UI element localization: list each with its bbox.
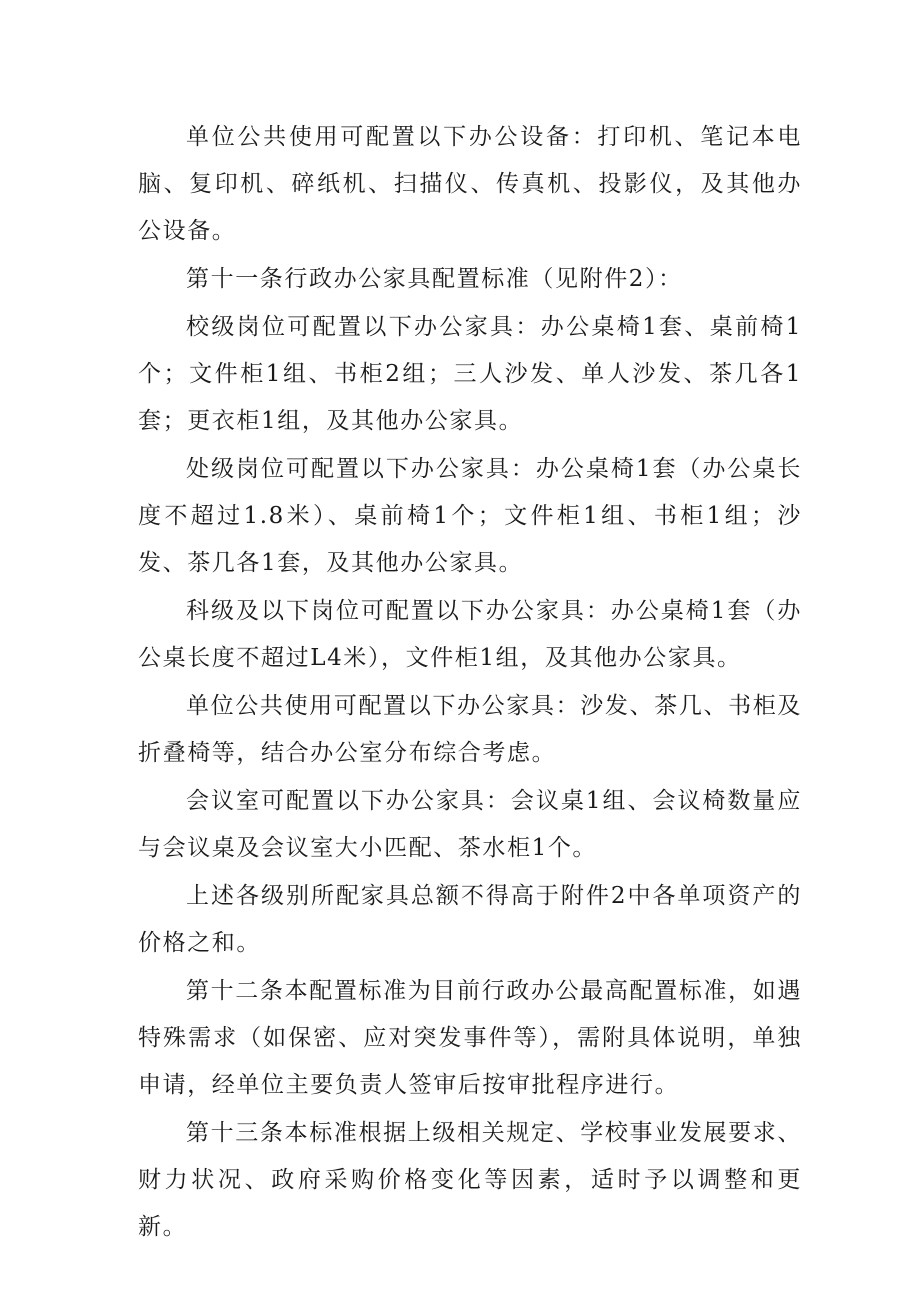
paragraph-section-level-furniture: 科级及以下岗位可配置以下办公家具：办公桌椅1套（办公桌长度不超过L4米），文件柜1组，及其他办公家具。 [138,598,802,671]
paragraph-meeting-room-furniture: 会议室可配置以下办公家具：会议桌1组、会议椅数量应与会议桌及会议室大小匹配、茶水柜1个。 [138,788,802,861]
paragraph-total-price-limit: 上述各级别所配家具总额不得高于附件2中各单项资产的价格之和。 [138,883,802,956]
paragraph-article-11: 第十一条行政办公家具配置标准（见附件2）： [186,266,683,292]
paragraph-office-equipment-public: 单位公共使用可配置以下办公设备：打印机、笔记本电脑、复印机、碎纸机、扫描仪、传真机、投影仪，及其他办公设备。 [138,124,802,244]
paragraph-article-13: 第十三条本标准根据上级相关规定、学校事业发展要求、财力状况、政府采购价格变化等因素，适时予以调整和更新。 [138,1120,802,1240]
paragraph-school-level-furniture: 校级岗位可配置以下办公家具：办公桌椅1套、桌前椅1个；文件柜1组、书柜2组；三人沙发、单人沙发、茶几各1套；更衣柜1组，及其他办公家具。 [138,314,802,434]
paragraph-public-furniture: 单位公共使用可配置以下办公家具：沙发、茶几、书柜及折叠椅等，结合办公室分布综合考虑。 [138,693,802,766]
paragraph-division-level-furniture: 处级岗位可配置以下办公家具：办公桌椅1套（办公桌长度不超过1.8米）、桌前椅1个；文件柜1组、书柜1组；沙发、茶几各1套，及其他办公家具。 [138,456,802,576]
paragraph-article-12: 第十二条本配置标准为目前行政办公最高配置标准，如遇特殊需求（如保密、应对突发事件等），需附具体说明，单独申请，经单位主要负责人签审后按审批程序进行。 [138,978,802,1098]
document-page [138,114,802,1252]
